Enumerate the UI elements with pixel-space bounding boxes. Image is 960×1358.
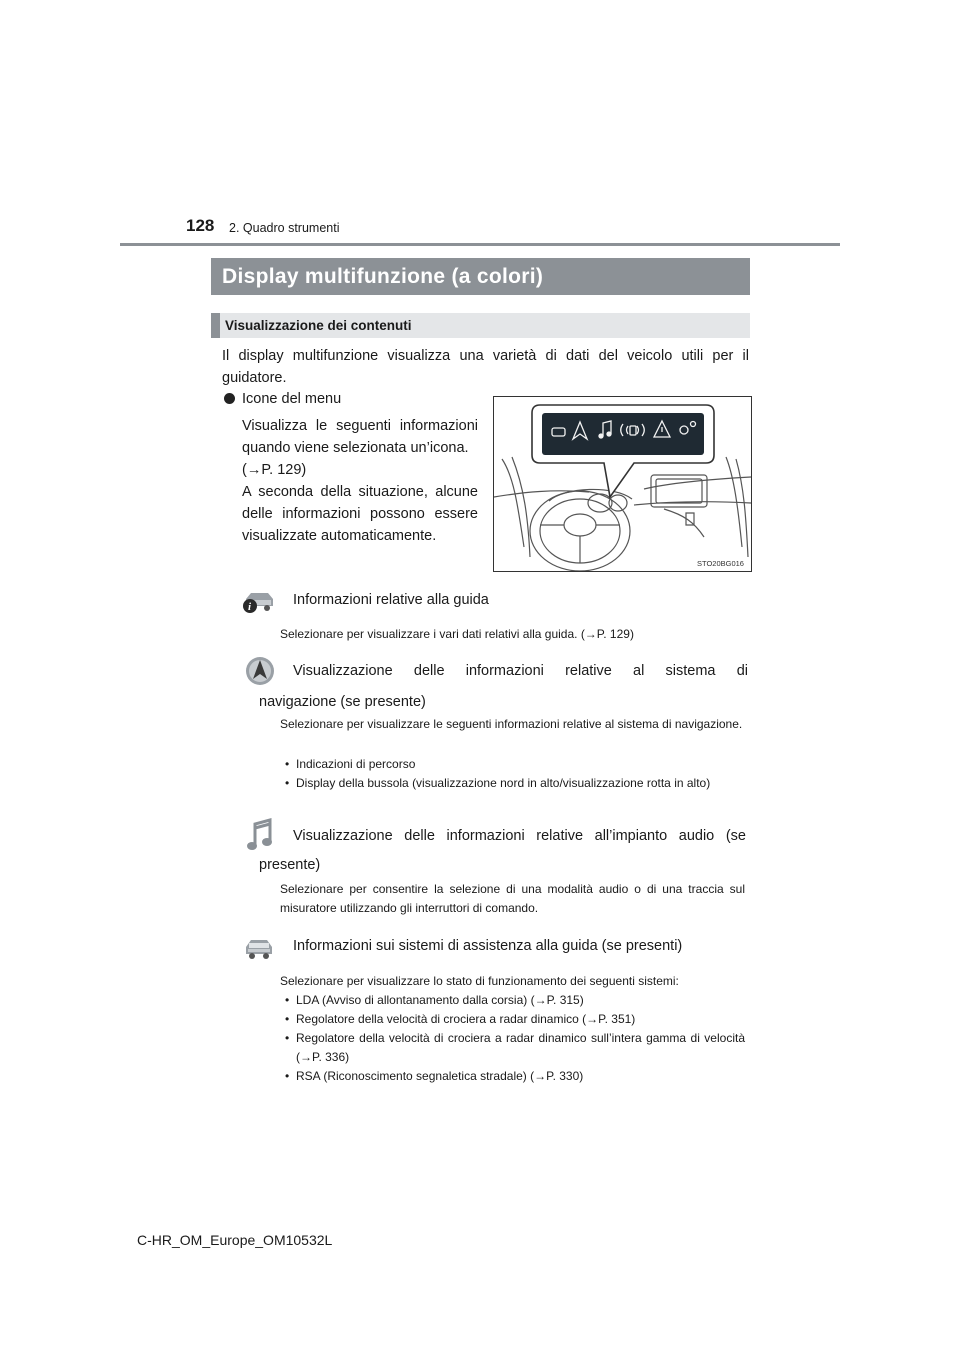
item-navigation-title-1: Visualizzazione delle informazioni relative al sistema di xyxy=(293,663,748,679)
chapter-title: 2. Quadro strumenti xyxy=(229,221,340,235)
menu-icons-heading xyxy=(224,391,341,407)
item-audio-desc: Selezionare per consentire la selezione di una modalità audio o di una traccia sul misuratore utilizzando gli interruttori di comando. xyxy=(280,882,745,915)
navigation-icon xyxy=(244,654,278,684)
bullet-dot: • xyxy=(285,776,290,790)
item-driving-assist-title: Informazioni sui sistemi di assistenza alla guida (se presenti) xyxy=(293,938,683,954)
header-rule xyxy=(120,243,840,246)
footer-document-id: C-HR_OM_Europe_OM10532L xyxy=(137,1232,333,1248)
list-item xyxy=(280,774,745,793)
list-item xyxy=(280,991,745,1010)
dashboard-illustration xyxy=(494,397,751,571)
list-item xyxy=(280,1029,745,1067)
list-item-text: Indicazioni di percorso xyxy=(296,757,416,771)
item-driving-info-desc: Selezionare per visualizzare i vari dati relativi alla guida. (→P. 129) xyxy=(280,627,634,641)
menu-icons-ref: (→P. 129) xyxy=(242,462,307,478)
menu-icons-title: Icone del menu xyxy=(242,391,342,407)
item-audio-title-1: Visualizzazione delle informazioni relative all’impianto audio (se xyxy=(293,828,746,844)
intro-paragraph: Il display multifunzione visualizza una varietà di dati del veicolo utili per il guidatore. xyxy=(222,348,749,386)
bullet-dot: • xyxy=(285,1031,290,1045)
bullet-dot-icon xyxy=(224,393,235,404)
section-title: Display multifunzione (a colori) xyxy=(211,258,750,295)
list-item-text: LDA (Avviso di allontanamento dalla corsia) (→P. 315) xyxy=(296,993,584,1007)
bullet-dot: • xyxy=(285,757,290,771)
list-item xyxy=(280,755,745,774)
list-item-text: RSA (Riconoscimento segnaletica stradale) (→P. 330) xyxy=(296,1069,584,1083)
bullet-dot: • xyxy=(285,1069,290,1083)
driving-info-icon xyxy=(242,586,276,616)
bullet-dot: • xyxy=(285,1012,290,1026)
item-audio-title-2: presente) xyxy=(259,857,321,873)
bullet-dot: • xyxy=(285,993,290,1007)
dashboard-figure xyxy=(493,396,752,572)
item-navigation-bullets xyxy=(280,755,745,793)
subsection-title: Visualizzazione dei contenuti xyxy=(211,313,750,338)
item-driving-info-title: Informazioni relative alla guida xyxy=(293,592,489,608)
menu-icons-desc-1: Visualizza le seguenti informazioni quando viene selezionata un’icona. xyxy=(242,418,478,456)
item-driving-assist-desc: Selezionare per visualizzare lo stato di funzionamento dei seguenti sistemi: xyxy=(280,974,679,988)
list-item-text: Regolatore della velocità di crociera a radar dinamico (→P. 351) xyxy=(296,1012,636,1026)
menu-icons-desc-2: A seconda della situazione, alcune delle informazioni possono essere visualizzate automaticamente. xyxy=(242,484,478,544)
page-number: 128 xyxy=(186,216,215,235)
item-navigation-title-2: navigazione (se presente) xyxy=(259,694,426,710)
menu-icons-description xyxy=(242,415,478,547)
item-navigation-desc: Selezionare per visualizzare le seguenti informazioni relative al sistema di navigazione. xyxy=(280,717,743,731)
audio-note-icon xyxy=(246,818,280,848)
driving-assist-car-icon xyxy=(242,934,276,964)
svg-text:i: i xyxy=(248,601,252,613)
figure-code: STO20BG016 xyxy=(697,559,744,568)
list-item xyxy=(280,1067,745,1086)
list-item-text: Regolatore della velocità di crociera a radar dinamico sull’intera gamma di velocità (→P. 336) xyxy=(296,1031,745,1064)
list-item-text: Display della bussola (visualizzazione nord in alto/visualizzazione rotta in alto) xyxy=(296,776,711,790)
list-item xyxy=(280,1010,745,1029)
item-driving-assist-bullets xyxy=(280,991,745,1086)
